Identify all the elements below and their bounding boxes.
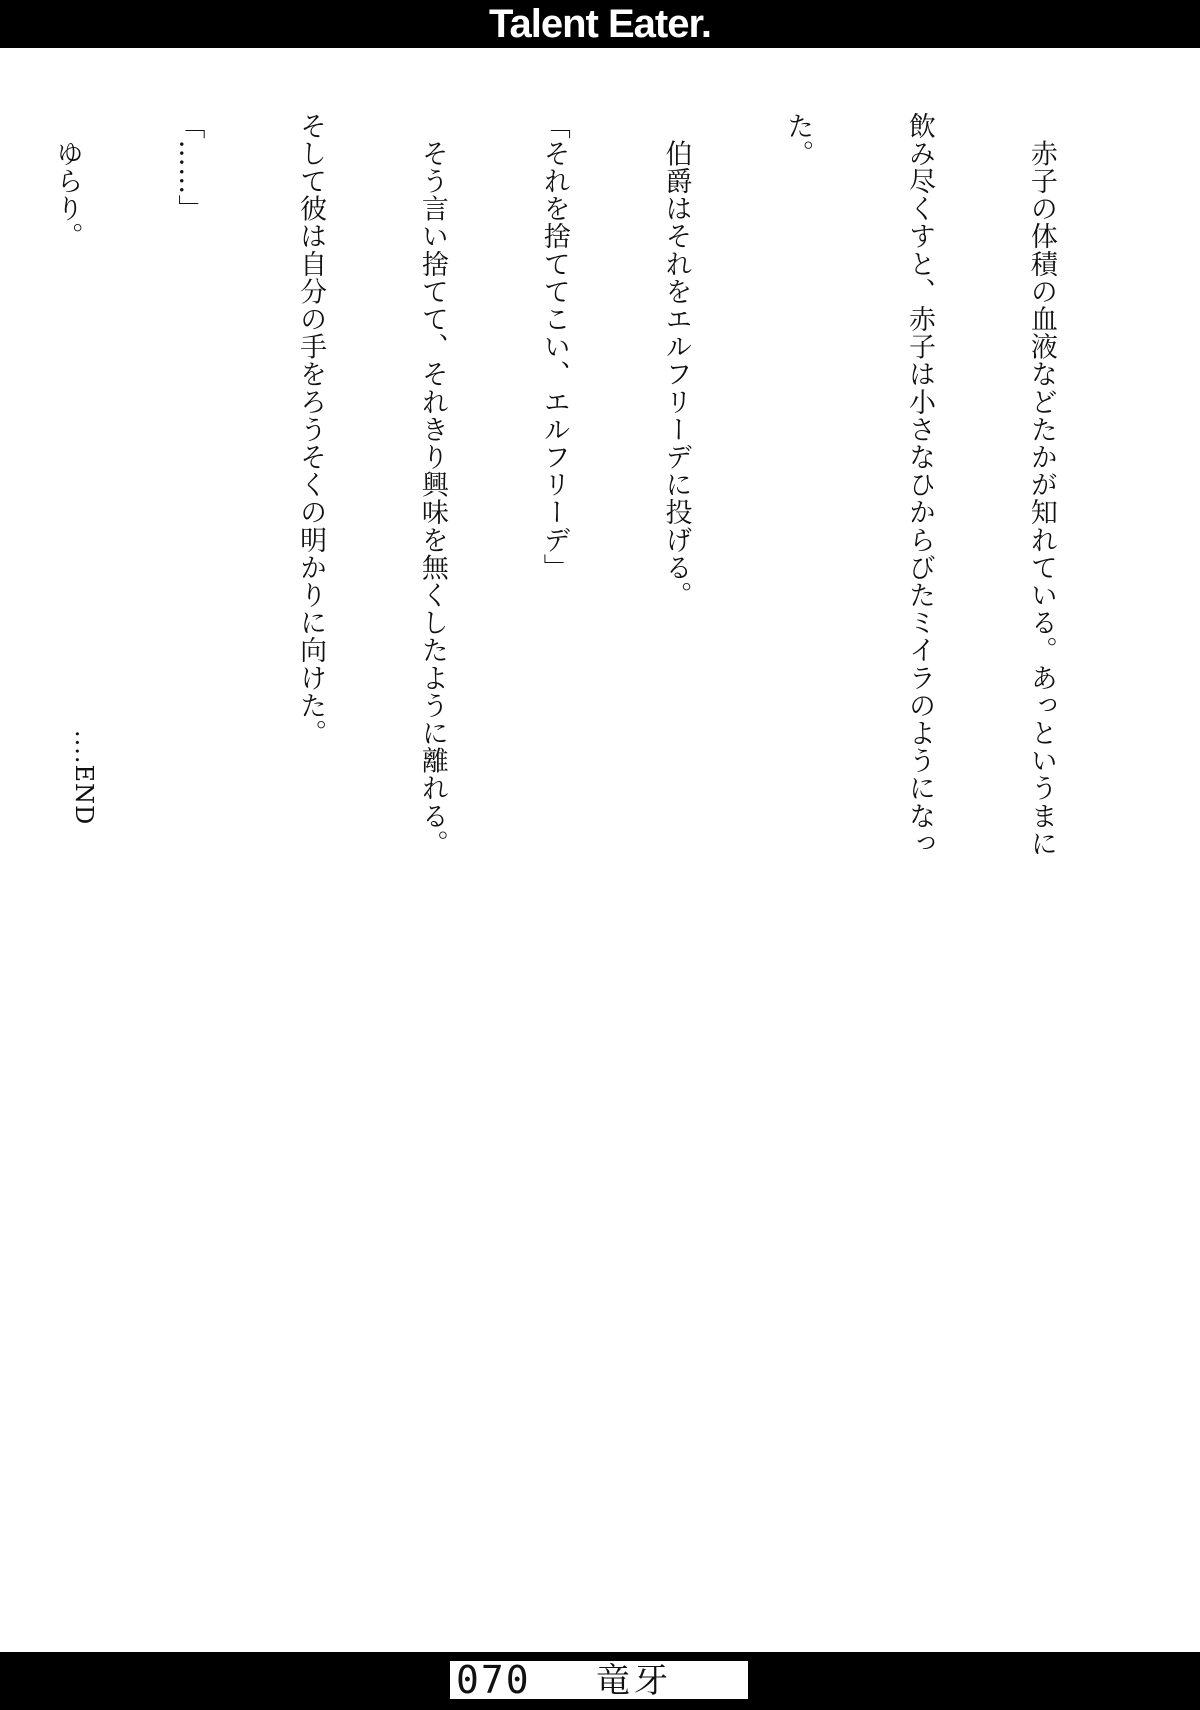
paragraph: た。 xyxy=(782,112,814,168)
paragraph: 「……」 xyxy=(173,112,205,223)
paragraph: 「それを捨ててこい、エルフリーデ」 xyxy=(538,112,570,582)
end-mark: ....END xyxy=(70,730,98,826)
paragraph: そう言い捨てて、それきり興味を無くしたように離れる。 xyxy=(416,112,448,858)
story-text xyxy=(51,112,1142,882)
paragraph: ゆらり。 xyxy=(51,112,83,250)
author-name: 竜牙 xyxy=(596,1661,672,1701)
paragraph: 伯爵はそれをエルフリーデに投げる。 xyxy=(660,112,692,609)
book-title: Talent Eater. xyxy=(489,2,711,46)
paragraph: 飲み尽くすと、赤子は小さなひからびたミイラのようになっ xyxy=(904,112,936,858)
page-number: 070 xyxy=(456,1658,531,1702)
paragraph: そして彼は自分の手をろうそくの明かりに向けた。 xyxy=(295,112,327,747)
paragraph: 赤子の体積の血液などたかが知れている。あっというまに xyxy=(1025,112,1057,858)
